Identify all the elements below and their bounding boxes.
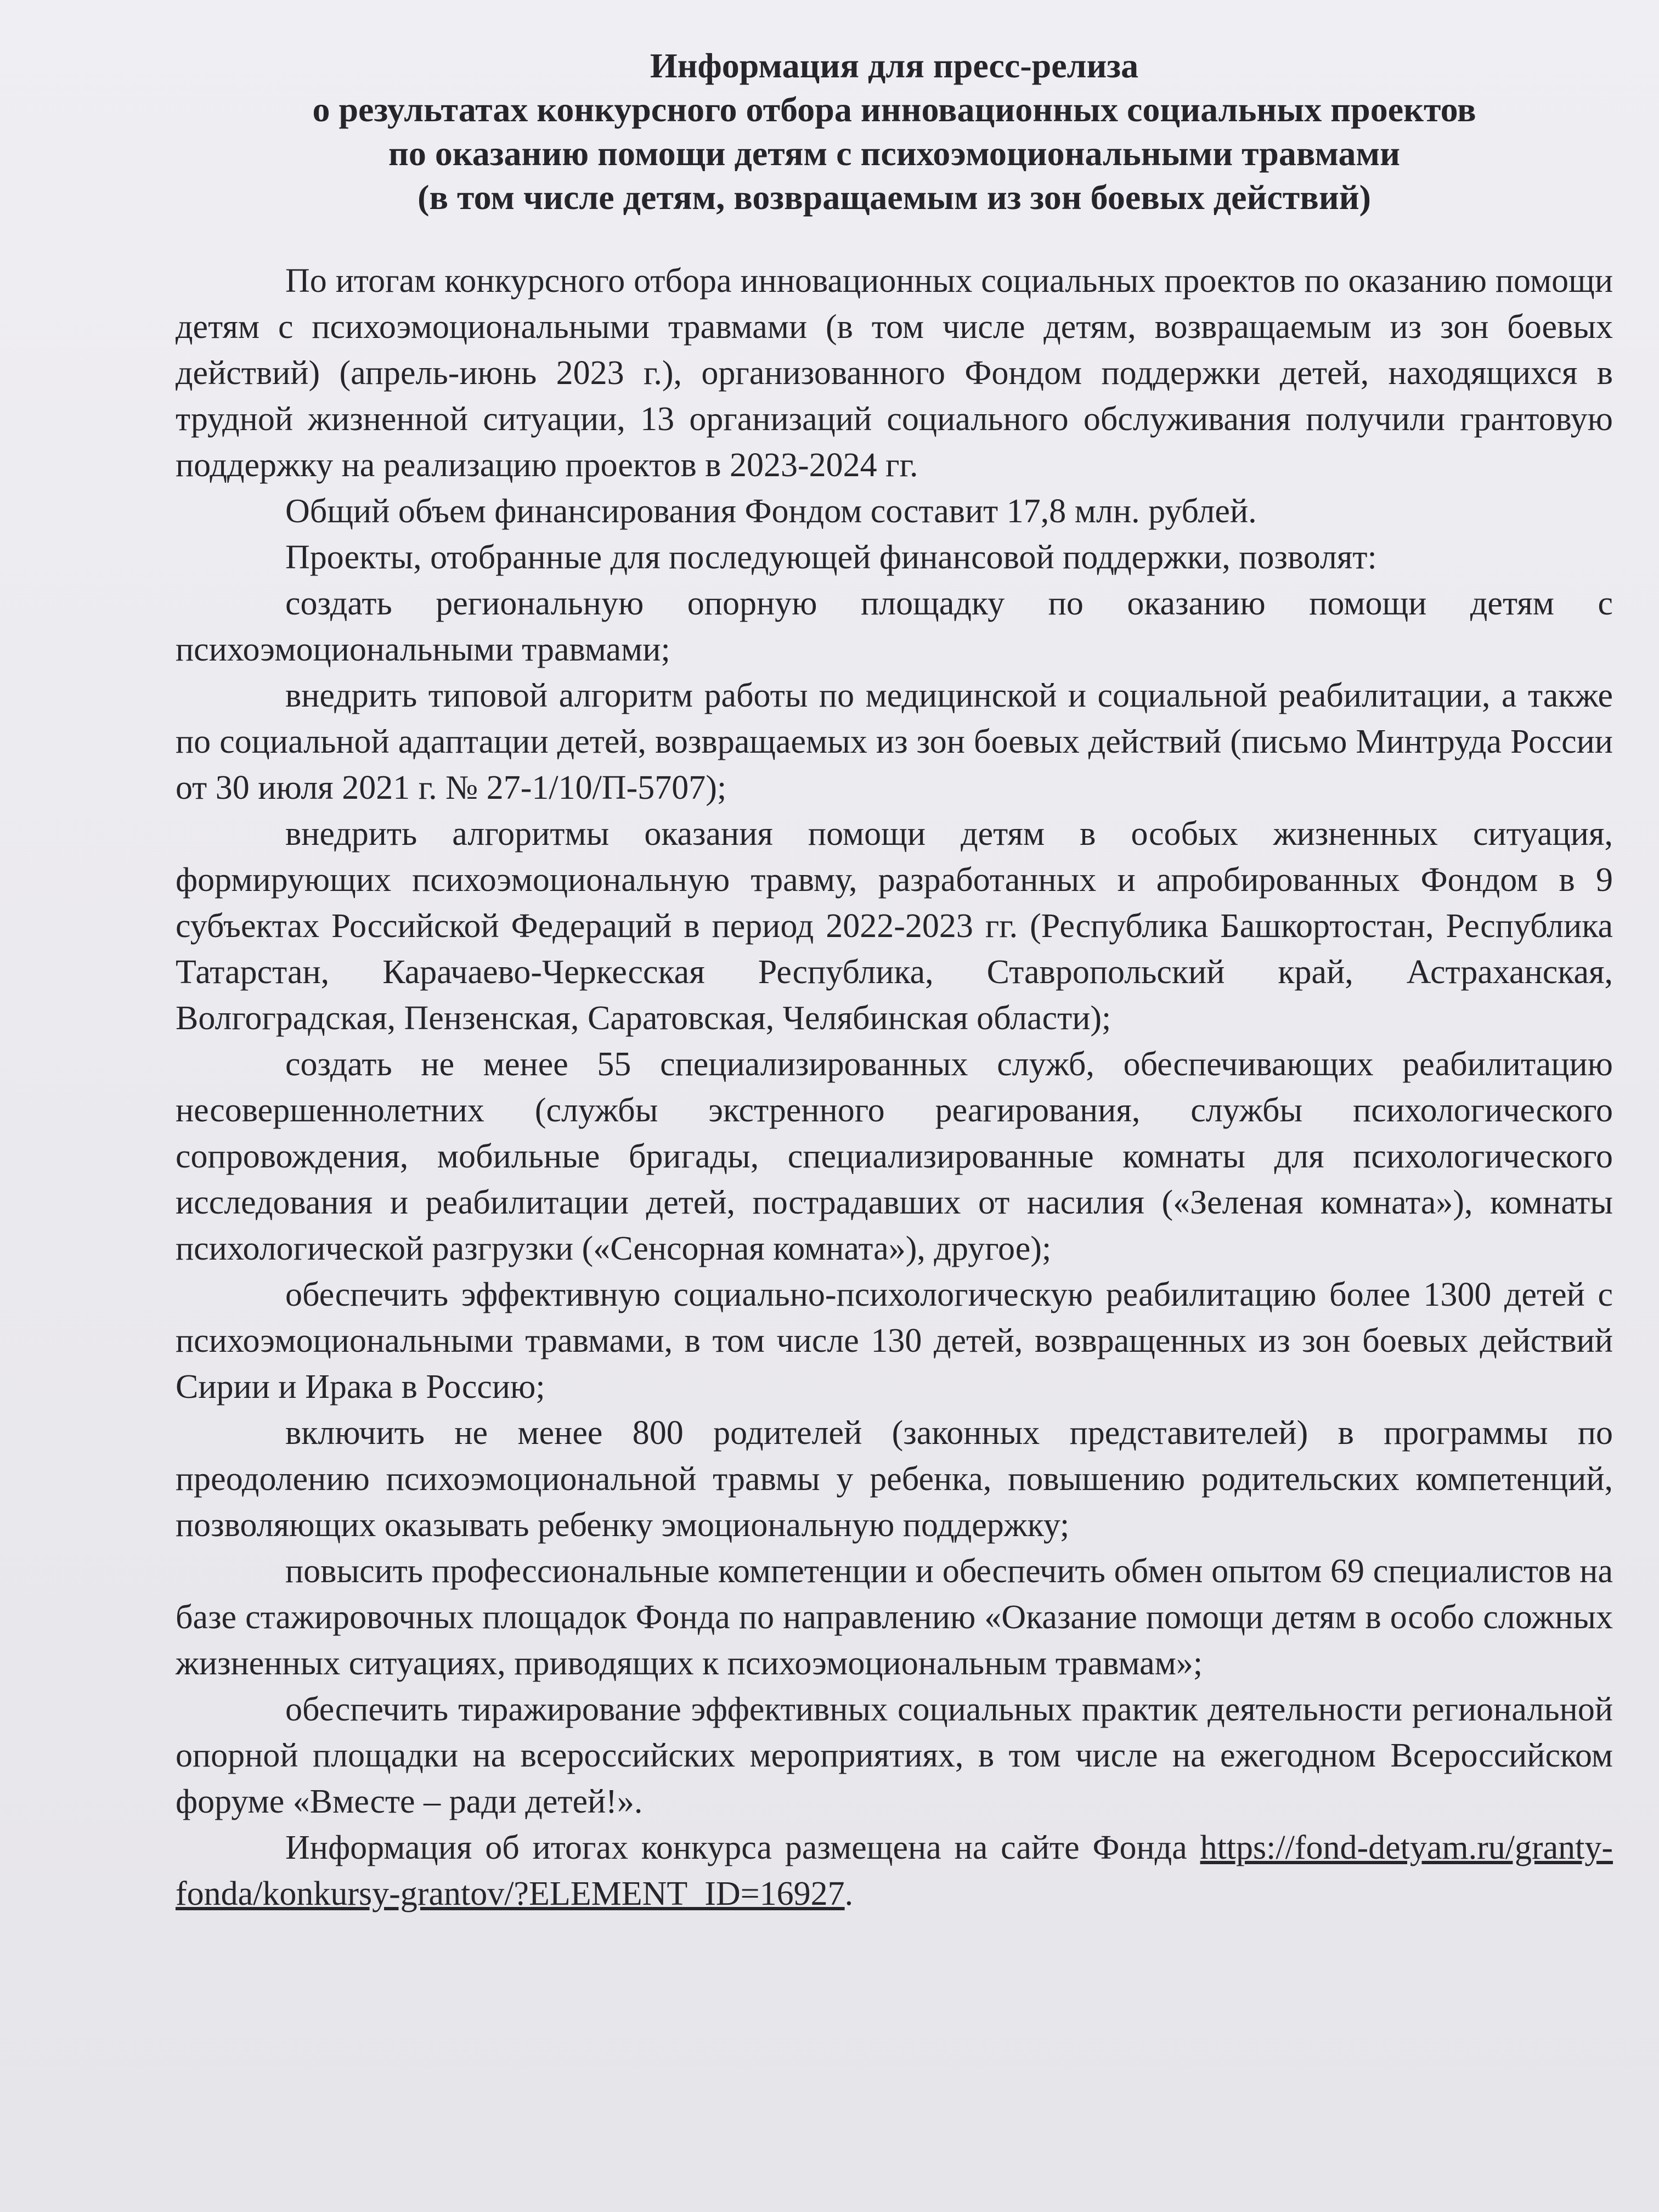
closing-period: .	[844, 1875, 854, 1912]
intro-paragraph: По итогам конкурсного отбора инновационных социальных проектов по оказанию помощи детям с психоэмоциональными травмами (в том числе детям, возвращаемым из зон боевых действий) (апрель-июнь 2023 г.), организованного Фондом поддержки детей, находящихся в трудной жизненной ситуации, 13 организаций социального обслуживания получили грантовую поддержку на реализацию проектов в 2023-2024 гг.	[176, 262, 1613, 484]
list-item: повысить профессиональные компетенции и обеспечить обмен опытом 69 специалистов на базе стажировочных площадок Фонда по направлению «Оказание помощи детям в особо сложных жизненных ситуациях, приводящих к психоэмоциональным травмам»;	[176, 1553, 1613, 1682]
closing-text: Информация об итогах конкурса размещена на сайте Фонда	[285, 1829, 1187, 1866]
fund-website-link[interactable]: https://fond-detyam.ru/granty-fonda/konkursy-grantov/?ELEMENT_ID=16927	[176, 1829, 1613, 1912]
title-line: Информация для пресс-релиза	[650, 46, 1139, 85]
list-item: обеспечить тиражирование эффективных социальных практик деятельности региональной опорной площадки на всероссийских мероприятиях, в том числе на ежегодном Всероссийском форуме «Вместе – ради детей!».	[176, 1691, 1613, 1820]
title-line: (в том числе детям, возвращаемым из зон боевых действий)	[417, 178, 1371, 217]
list-item: обеспечить эффективную социально-психологическую реабилитацию более 1300 детей с психоэмоциональными травмами, в том числе 130 детей, возвращенных из зон боевых действий Сирии и Ирака в Россию;	[176, 1276, 1613, 1406]
list-item: включить не менее 800 родителей (законных представителей) в программы по преодолению психоэмоциональной травмы у ребенка, повышению родительских компетенций, позволяющих оказывать ребенку эмоциональную поддержку;	[176, 1414, 1613, 1544]
projects-intro-paragraph: Проекты, отобранные для последующей финансовой поддержки, позволят:	[285, 539, 1377, 576]
funding-paragraph: Общий объем финансирования Фондом составит 17,8 млн. рублей.	[285, 493, 1257, 530]
list-item: создать не менее 55 специализированных служб, обеспечивающих реабилитацию несовершеннолетних (службы экстренного реагирования, службы психологического сопровождения, мобильные бригады, специализированные комнаты для психологического исследования и реабилитации детей, пострадавших от насилия («Зеленая комната»), комнаты психологической разгрузки («Сенсорная комната»), другое);	[176, 1046, 1613, 1267]
document-body	[176, 44, 1613, 1917]
closing-paragraph	[176, 1825, 1613, 1917]
title-line: о результатах конкурсного отбора инновационных социальных проектов	[312, 90, 1476, 129]
list-item: внедрить алгоритмы оказания помощи детям в особых жизненных ситуация, формирующих психоэмоциональную травму, разработанных и апробированных Фондом в 9 субъектах Российской Федераций в период 2022-2023 гг. (Республика Башкортостан, Республика Татарстан, Карачаево-Черкесская Республика, Ставропольский край, Астраханская, Волгоградская, Пензенская, Саратовская, Челябинская области);	[176, 815, 1613, 1037]
title-line: по оказанию помощи детям с психоэмоциональными травмами	[388, 134, 1400, 173]
document-title	[176, 44, 1613, 219]
goals-list	[176, 580, 1613, 1825]
list-item: внедрить типовой алгоритм работы по медицинской и социальной реабилитации, а также по социальной адаптации детей, возвращаемых из зон боевых действий (письмо Минтруда России от 30 июля 2021 г. № 27-1/10/П-5707);	[176, 677, 1613, 806]
list-item: создать региональную опорную площадку по оказанию помощи детям с психоэмоциональными травмами;	[176, 585, 1613, 668]
